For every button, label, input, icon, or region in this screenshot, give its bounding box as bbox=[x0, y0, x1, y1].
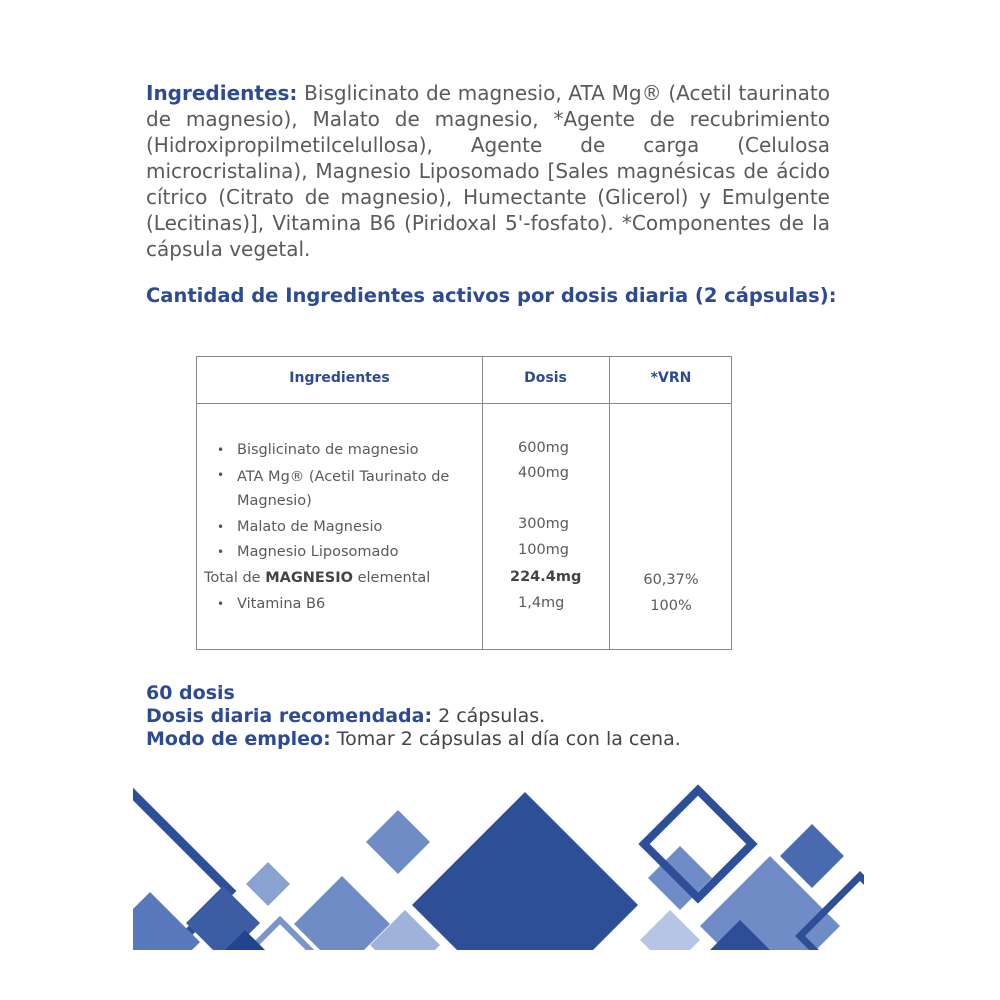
total-prefix: Total de bbox=[204, 570, 261, 586]
diamond-shape bbox=[640, 910, 700, 970]
list-bullet: • bbox=[217, 468, 225, 482]
decorative-diamond-pattern bbox=[0, 780, 1000, 1000]
list-bullet: • bbox=[217, 545, 225, 559]
total-bold-word: MAGNESIO bbox=[265, 570, 353, 586]
usage-value: Tomar 2 cápsulas al día con la cena. bbox=[336, 728, 681, 750]
ingredient-dose: 1,4mg bbox=[518, 595, 565, 611]
diamond-shape bbox=[246, 862, 290, 906]
table-divider bbox=[482, 357, 483, 649]
section-title: Cantidad de Ingredientes activos por dosis diaria (2 cápsulas): bbox=[146, 284, 837, 307]
header-dosis: Dosis bbox=[524, 370, 567, 386]
daily-dose-value: 2 cápsulas. bbox=[438, 705, 546, 727]
header-ingredientes: Ingredientes bbox=[289, 370, 390, 386]
ingredient-name: Malato de Magnesio bbox=[237, 519, 383, 535]
list-bullet: • bbox=[217, 597, 225, 611]
usage-line bbox=[146, 728, 681, 751]
diamond-shape bbox=[294, 876, 390, 972]
header-vrn: *VRN bbox=[650, 370, 692, 386]
dosage-table bbox=[196, 356, 732, 650]
ingredient-dose: 300mg bbox=[518, 516, 570, 532]
doses-count: 60 dosis bbox=[146, 682, 235, 704]
total-vrn: 60,37% bbox=[643, 572, 699, 588]
list-bullet: • bbox=[217, 520, 225, 534]
ingredients-paragraph bbox=[146, 80, 830, 262]
daily-dose-line bbox=[146, 705, 681, 728]
ingredient-name: Magnesio Liposomado bbox=[237, 544, 399, 560]
ingredients-label: Ingredientes: bbox=[146, 81, 298, 105]
ingredient-name: Vitamina B6 bbox=[237, 596, 326, 612]
ingredient-dose: 100mg bbox=[518, 542, 570, 558]
diamond-shape bbox=[366, 810, 430, 874]
total-magnesium-label bbox=[204, 568, 479, 588]
usage-label: Modo de empleo: bbox=[146, 728, 331, 750]
total-dose: 224.4mg bbox=[510, 569, 582, 585]
ingredients-text: Bisglicinato de magnesio, ATA Mg® (Acetil taurinato de magnesio), Malato de magnesio, *Agente de recubrimiento (Hidroxipropilmetilcelullosa), Agente de carga (Celulosa microcristalina), Magnesio Liposomado [Sales magnésicas de ácido cítrico (Citrato de magnesio), Humectante (Glicerol) y Emulgente (Lecitinas)], Vitamina B6 (Piridoxal 5'-fosfato). *Componentes de la cápsula vegetal. bbox=[146, 81, 830, 261]
diamond-shape bbox=[412, 792, 638, 1000]
diamond-shape bbox=[100, 892, 200, 992]
ingredient-vrn: 100% bbox=[650, 598, 692, 614]
ingredient-name: ATA Mg® (Acetil Taurinato de Magnesio) bbox=[237, 469, 450, 509]
ingredient-dose: 400mg bbox=[518, 465, 570, 481]
table-header-divider bbox=[197, 403, 731, 404]
ingredient-dose: 600mg bbox=[518, 440, 570, 456]
daily-dose-label: Dosis diaria recomendada: bbox=[146, 705, 433, 727]
list-bullet: • bbox=[217, 443, 225, 457]
total-suffix: elemental bbox=[357, 570, 431, 586]
dosage-summary bbox=[146, 682, 681, 751]
ingredient-name: Bisglicinato de magnesio bbox=[237, 442, 419, 458]
diamond-outline bbox=[36, 794, 230, 988]
